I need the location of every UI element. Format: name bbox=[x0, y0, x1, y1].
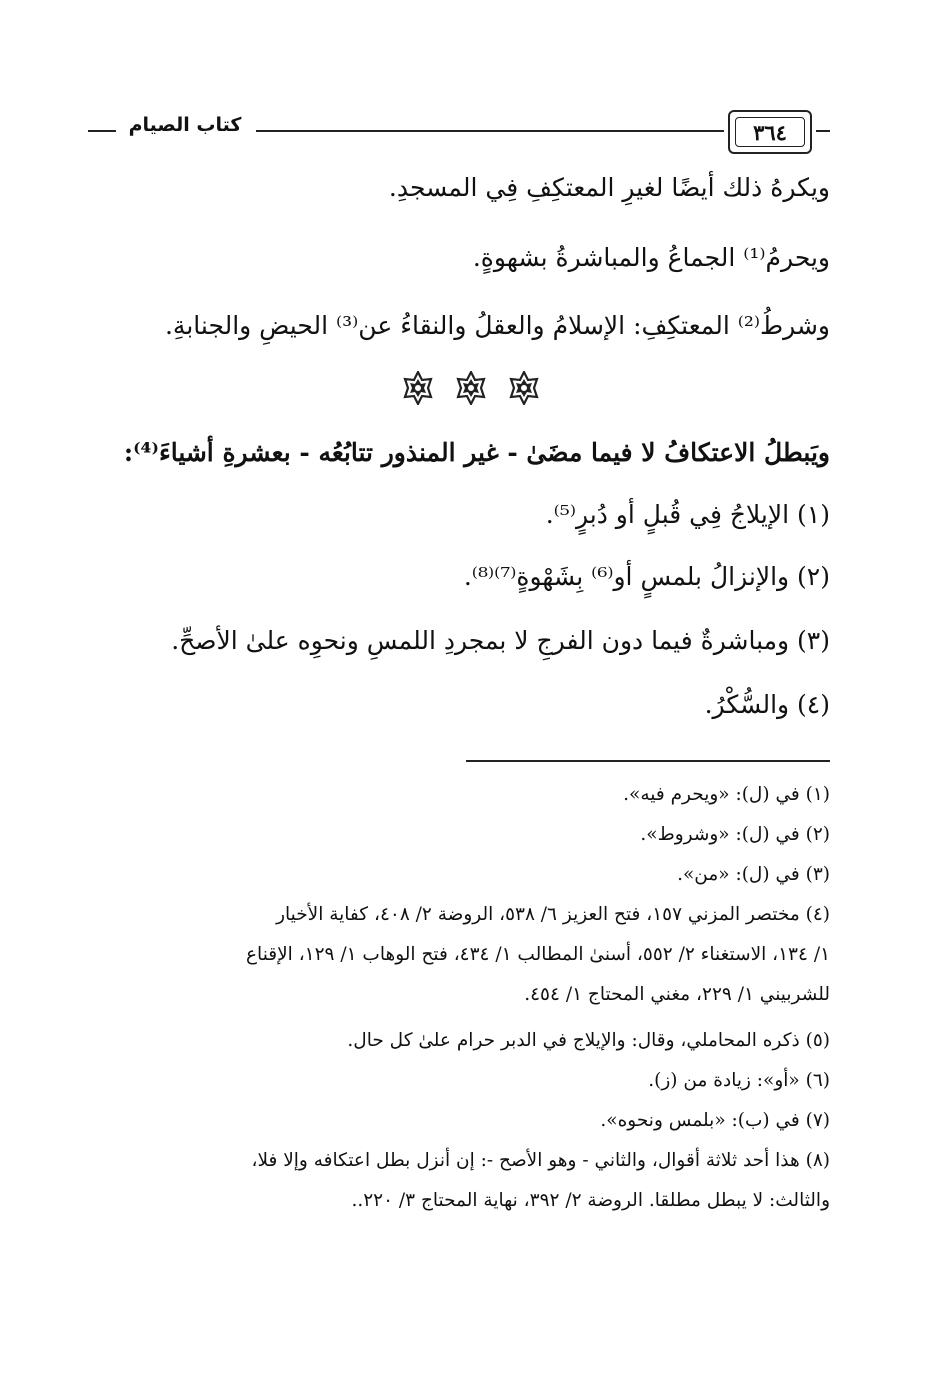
body-line: ويكرهُ ذلك أيضًا لغيرِ المعتكِفِ فِي المسجدِ. bbox=[388, 173, 830, 202]
footnote: (٤) مختصر المزني ١٥٧، فتح العزيز ٦/ ٥٣٨، الروضة ٢/ ٤٠٨، كفاية الأخيار bbox=[276, 904, 830, 925]
footnote: ١/ ١٣٤، الاستغناء ٢/ ٥٥٢، أسنىٰ المطالب ١/ ٤٣٤، فتح الوهاب ١/ ١٢٩، الإقناع bbox=[246, 944, 830, 965]
section-ornaments bbox=[401, 370, 541, 406]
footnote: (٧) في (ب): «بلمس ونحوه». bbox=[600, 1110, 830, 1131]
section-heading-line: ويَبطلُ الاعتكافُ لا فيما مضَىٰ - غير المنذور تتابُعُه - بعشرةِ أشياءَ⁽⁴⁾: bbox=[123, 438, 830, 467]
list-item: (٣) ومباشرةٌ فيما دون الفرجِ لا بمجردِ اللمسِ ونحوِه علىٰ الأصحِّ. bbox=[171, 626, 830, 655]
footnote: (٨) هذا أحد ثلاثة أقوال، والثاني - وهو الأصح -: إن أنزل بطل اعتكافه وإلا فلا، bbox=[251, 1150, 830, 1171]
footnote: (٢) في (ل): «وشروط». bbox=[640, 824, 830, 845]
footnote: والثالث: لا يبطل مطلقا. الروضة ٢/ ٣٩٢، نهاية المحتاج ٣/ ٢٢٠.. bbox=[351, 1190, 830, 1211]
footnote: (٥) ذكره المحاملي، وقال: والإيلاج في الدبر حرام علىٰ كل حال. bbox=[347, 1030, 830, 1051]
star-ornament-icon bbox=[454, 371, 488, 405]
footnote: (١) في (ل): «ويحرم فيه». bbox=[623, 784, 830, 805]
header-rule bbox=[816, 130, 830, 132]
list-item: (٢) والإنزالُ بلمسٍ أو⁽⁶⁾ بِشَهْوةٍ⁽⁷⁾⁽⁸⁾. bbox=[463, 562, 830, 591]
header-rule bbox=[88, 130, 116, 132]
footnote: (٣) في (ل): «من». bbox=[677, 864, 830, 885]
star-ornament-icon bbox=[401, 371, 435, 405]
page-number: ٣٦٤ bbox=[735, 117, 805, 147]
list-item: (٤) والسُّكْرُ. bbox=[704, 690, 830, 719]
list-item: (١) الإيلاجُ فِي قُبلٍ أو دُبرٍ⁽⁵⁾. bbox=[545, 500, 830, 529]
page-header bbox=[88, 104, 840, 160]
footnote: للشربيني ١/ ٢٢٩، مغني المحتاج ١/ ٤٥٤. bbox=[524, 984, 830, 1005]
header-rule bbox=[256, 130, 724, 132]
footnote-separator bbox=[466, 760, 830, 762]
page-number-frame bbox=[728, 110, 812, 154]
running-title: كتاب الصيام bbox=[128, 114, 242, 136]
star-ornament-icon bbox=[507, 371, 541, 405]
body-line: وشرطُ⁽²⁾ المعتكِفِ: الإسلامُ والعقلُ والنقاءُ عن⁽³⁾ الحيضِ والجنابةِ. bbox=[164, 311, 830, 340]
body-line: ويحرمُ⁽¹⁾ الجماعُ والمباشرةُ بشهوةٍ. bbox=[472, 243, 830, 272]
footnote: (٦) «أو»: زيادة من (ز). bbox=[648, 1070, 830, 1091]
